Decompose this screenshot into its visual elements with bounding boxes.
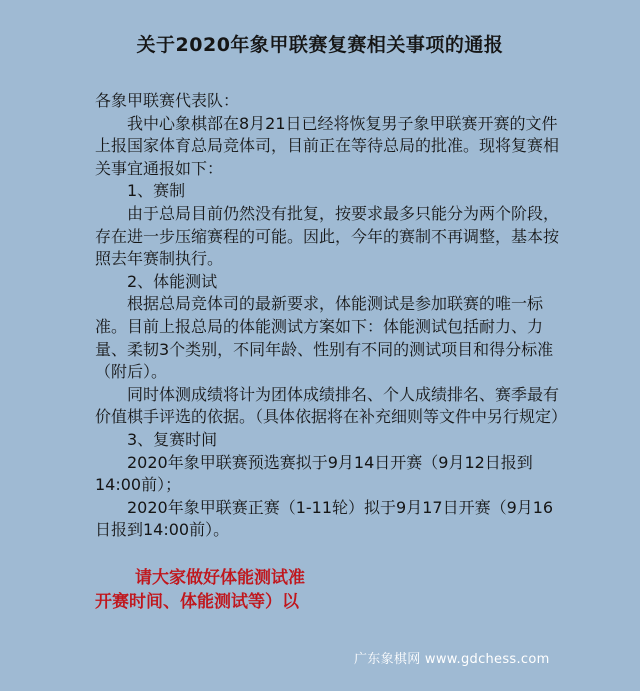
section-heading-format: 1、赛制	[127, 181, 186, 201]
watermark: 广东象棋网 www.gdchess.com	[354, 652, 550, 667]
notice-fade-overlay	[325, 560, 385, 618]
section-heading-schedule: 3、复赛时间	[127, 429, 218, 449]
red-notice-line-2: 开赛时间、体能测试等）以	[95, 592, 299, 612]
paragraph-preliminary-schedule: 2020年象甲联赛预选赛拟于9月14日开赛（9月12日报到14:00前）；	[95, 452, 533, 495]
paragraph-format: 由于总局目前仍然没有批复，按要求最多只能分为两个阶段，存在进一步压缩赛程的可能。因此，今年的赛制不再调整，基本按照去年赛制执行。	[95, 203, 560, 269]
section-heading-fitness-test: 2、体能测试	[127, 271, 218, 291]
red-notice-line-1: 请大家做好体能测试准	[135, 568, 305, 588]
document-title: 关于2020年象甲联赛复赛相关事项的通报	[136, 34, 504, 56]
red-notice	[95, 566, 305, 614]
paragraph-fitness-ranking: 同时体测成绩将计为团体成绩排名、个人成绩排名、赛季最有价值棋手评选的依据。（具体依据将在补充细则等文件中另行规定）	[95, 384, 568, 427]
document-body	[95, 90, 568, 542]
paragraph-fitness-test: 根据总局竞体司的最新要求，体能测试是参加联赛的唯一标准。目前上报总局的体能测试方案如下：体能测试包括耐力、力量、柔韧3个类别，不同年龄、性别有不同的测试项目和得分标准（附后）。	[95, 294, 554, 382]
paragraph-intro: 我中心象棋部在8月21日已经将恢复男子象甲联赛开赛的文件上报国家体育总局竞体司，目前正在等待总局的批准。现将复赛相关事宜通报如下：	[95, 113, 560, 178]
paragraph-main-schedule: 2020年象甲联赛正赛（1-11轮）拟于9月17日开赛（9月16日报到14:00前）。	[95, 497, 554, 540]
salutation: 各象甲联赛代表队：	[95, 91, 240, 110]
